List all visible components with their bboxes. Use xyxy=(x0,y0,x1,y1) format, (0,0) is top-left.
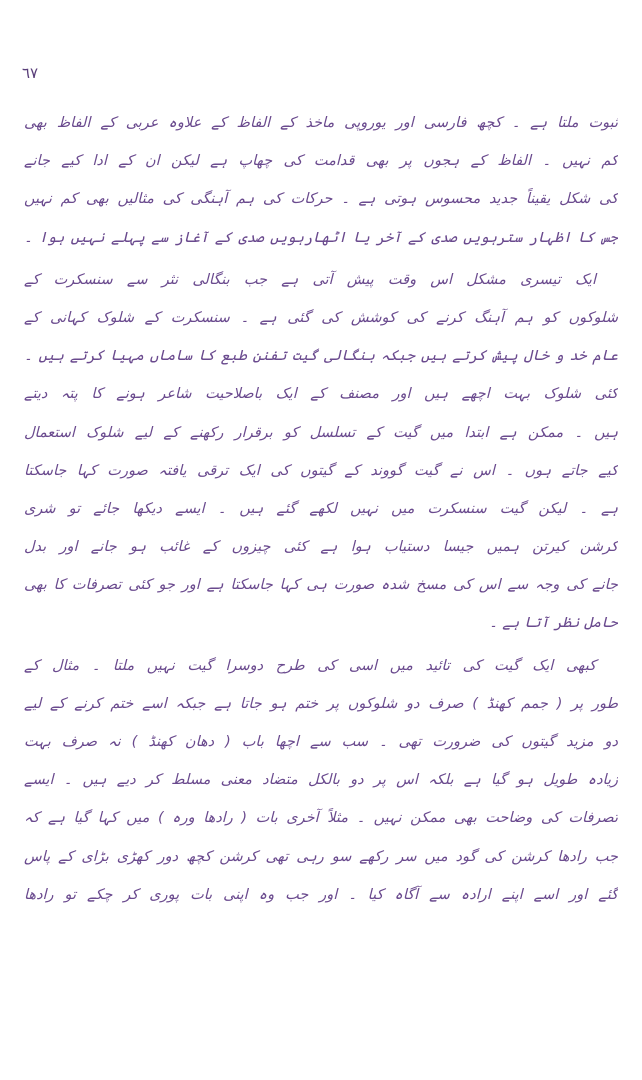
text-line: کم نہیں ۔ الفاظ کے ہجوں پر بھی قدامت کی چھاپ ہے لیکن ان کے ادا کیے جانے xyxy=(24,153,618,170)
text-line: کبھی ایک گیت کی تائید میں اسی کی طرح دوسرا گیت نہیں ملتا ۔ مثال کے xyxy=(24,657,596,674)
paragraph-2 xyxy=(24,261,618,643)
text-line: طور پر ( جمم کھنڈ ) صرف دو شلوکوں پر ختم ہو جاتا ہے جبکہ اسے ختم کرنے کے لیے xyxy=(24,695,618,712)
paragraph-1 xyxy=(24,104,618,257)
text-line: کی شکل یقیناً جدید محسوس ہوتی ہے ۔ حرکات کی ہم آہنگی کی مثالیں بھی کم نہیں xyxy=(24,191,618,208)
manuscript-text xyxy=(24,104,618,914)
text-line: دو مزید گیتوں کی ضرورت تھی ۔ سب سے اچھا باب ( دھان کھنڈ ) نہ صرف بہت xyxy=(24,734,618,750)
text-line: ہے ۔ لیکن گیت سنسکرت میں نہیں لکھے گئے ہیں ۔ ایسے دیکھا جائے تو شری xyxy=(24,500,618,517)
text-line: گئے اور اسے اپنے ارادہ سے آگاہ کیا ۔ اور جب وہ اپنی بات پوری کر چکے تو رادھا xyxy=(24,886,618,903)
text-line: ثبوت ملتا ہے ۔ کچھ فارسی اور یوروپی ماخذ کے الفاظ کے علاوہ عربی کے الفاظ بھی xyxy=(24,115,618,131)
text-line: کئی شلوک بہت اچھے ہیں اور مصنف کے ایک باصلاحیت شاعر ہونے کا پتہ دیتے xyxy=(24,386,618,403)
text-line: حامل نظر آتا ہے ۔ xyxy=(489,615,618,632)
text-line: جب رادھا کرشن کی گود میں سر رکھے سو رہی تھی کرشن کچھ دور کھڑی بڑای کے پاس xyxy=(24,848,618,865)
text-line: ایک تیسری مشکل اس وقت پیش آتی ہے جب بنگالی نثر سے سنسکرت کے xyxy=(24,271,596,288)
paragraph-3 xyxy=(24,647,618,914)
page-number: ٦٧ xyxy=(22,64,39,82)
text-line: تصرفات کی وضاحت بھی ممکن نہیں ۔ مثلاً آخری بات ( رادھا ورہ ) میں کہا گیا ہے کہ xyxy=(24,810,618,827)
text-line: جس کا اظہار سترہویں صدی کے آخر یا اٹھارہویں صدی کے آغاز سے پہلے نہیں ہوا ۔ xyxy=(24,229,618,246)
text-line: شلوکوں کو ہم آہنگ کرنے کی کوشش کی گئی ہے ۔ سنسکرت کے شلوک کہانی کے xyxy=(24,309,618,326)
text-line: جانے کی وجہ سے اس کی مسخ شدہ صورت ہی کہا جاسکتا ہے اور جو کئی تصرفات کا بھی xyxy=(24,577,618,594)
text-line: زیادہ طویل ہو گیا ہے بلکہ اس پر دو بالکل متضاد معنی مسلط کر دیے ہیں ۔ ایسے xyxy=(24,772,618,789)
text-line: عام خد و خال پیش کرتے ہیں جبکہ بنگالی گیت تفنن طبع کا ساماں مہیا کرتے ہیں ۔ xyxy=(24,348,618,365)
text-line: کیے جاتے ہوں ۔ اس نے گیت گووند کے گیتوں کی ایک ترقی یافتہ صورت کہا جاسکتا xyxy=(24,462,618,479)
text-line: کرشن کیرتن ہمیں جیسا دستیاب ہوا ہے کئی چیزوں کے غائب ہو جانے اور بدل xyxy=(24,539,618,556)
text-line: ہیں ۔ ممکن ہے ابتدا میں گیت کے تسلسل کو برقرار رکھنے کے لیے شلوک استعمال xyxy=(24,424,618,441)
